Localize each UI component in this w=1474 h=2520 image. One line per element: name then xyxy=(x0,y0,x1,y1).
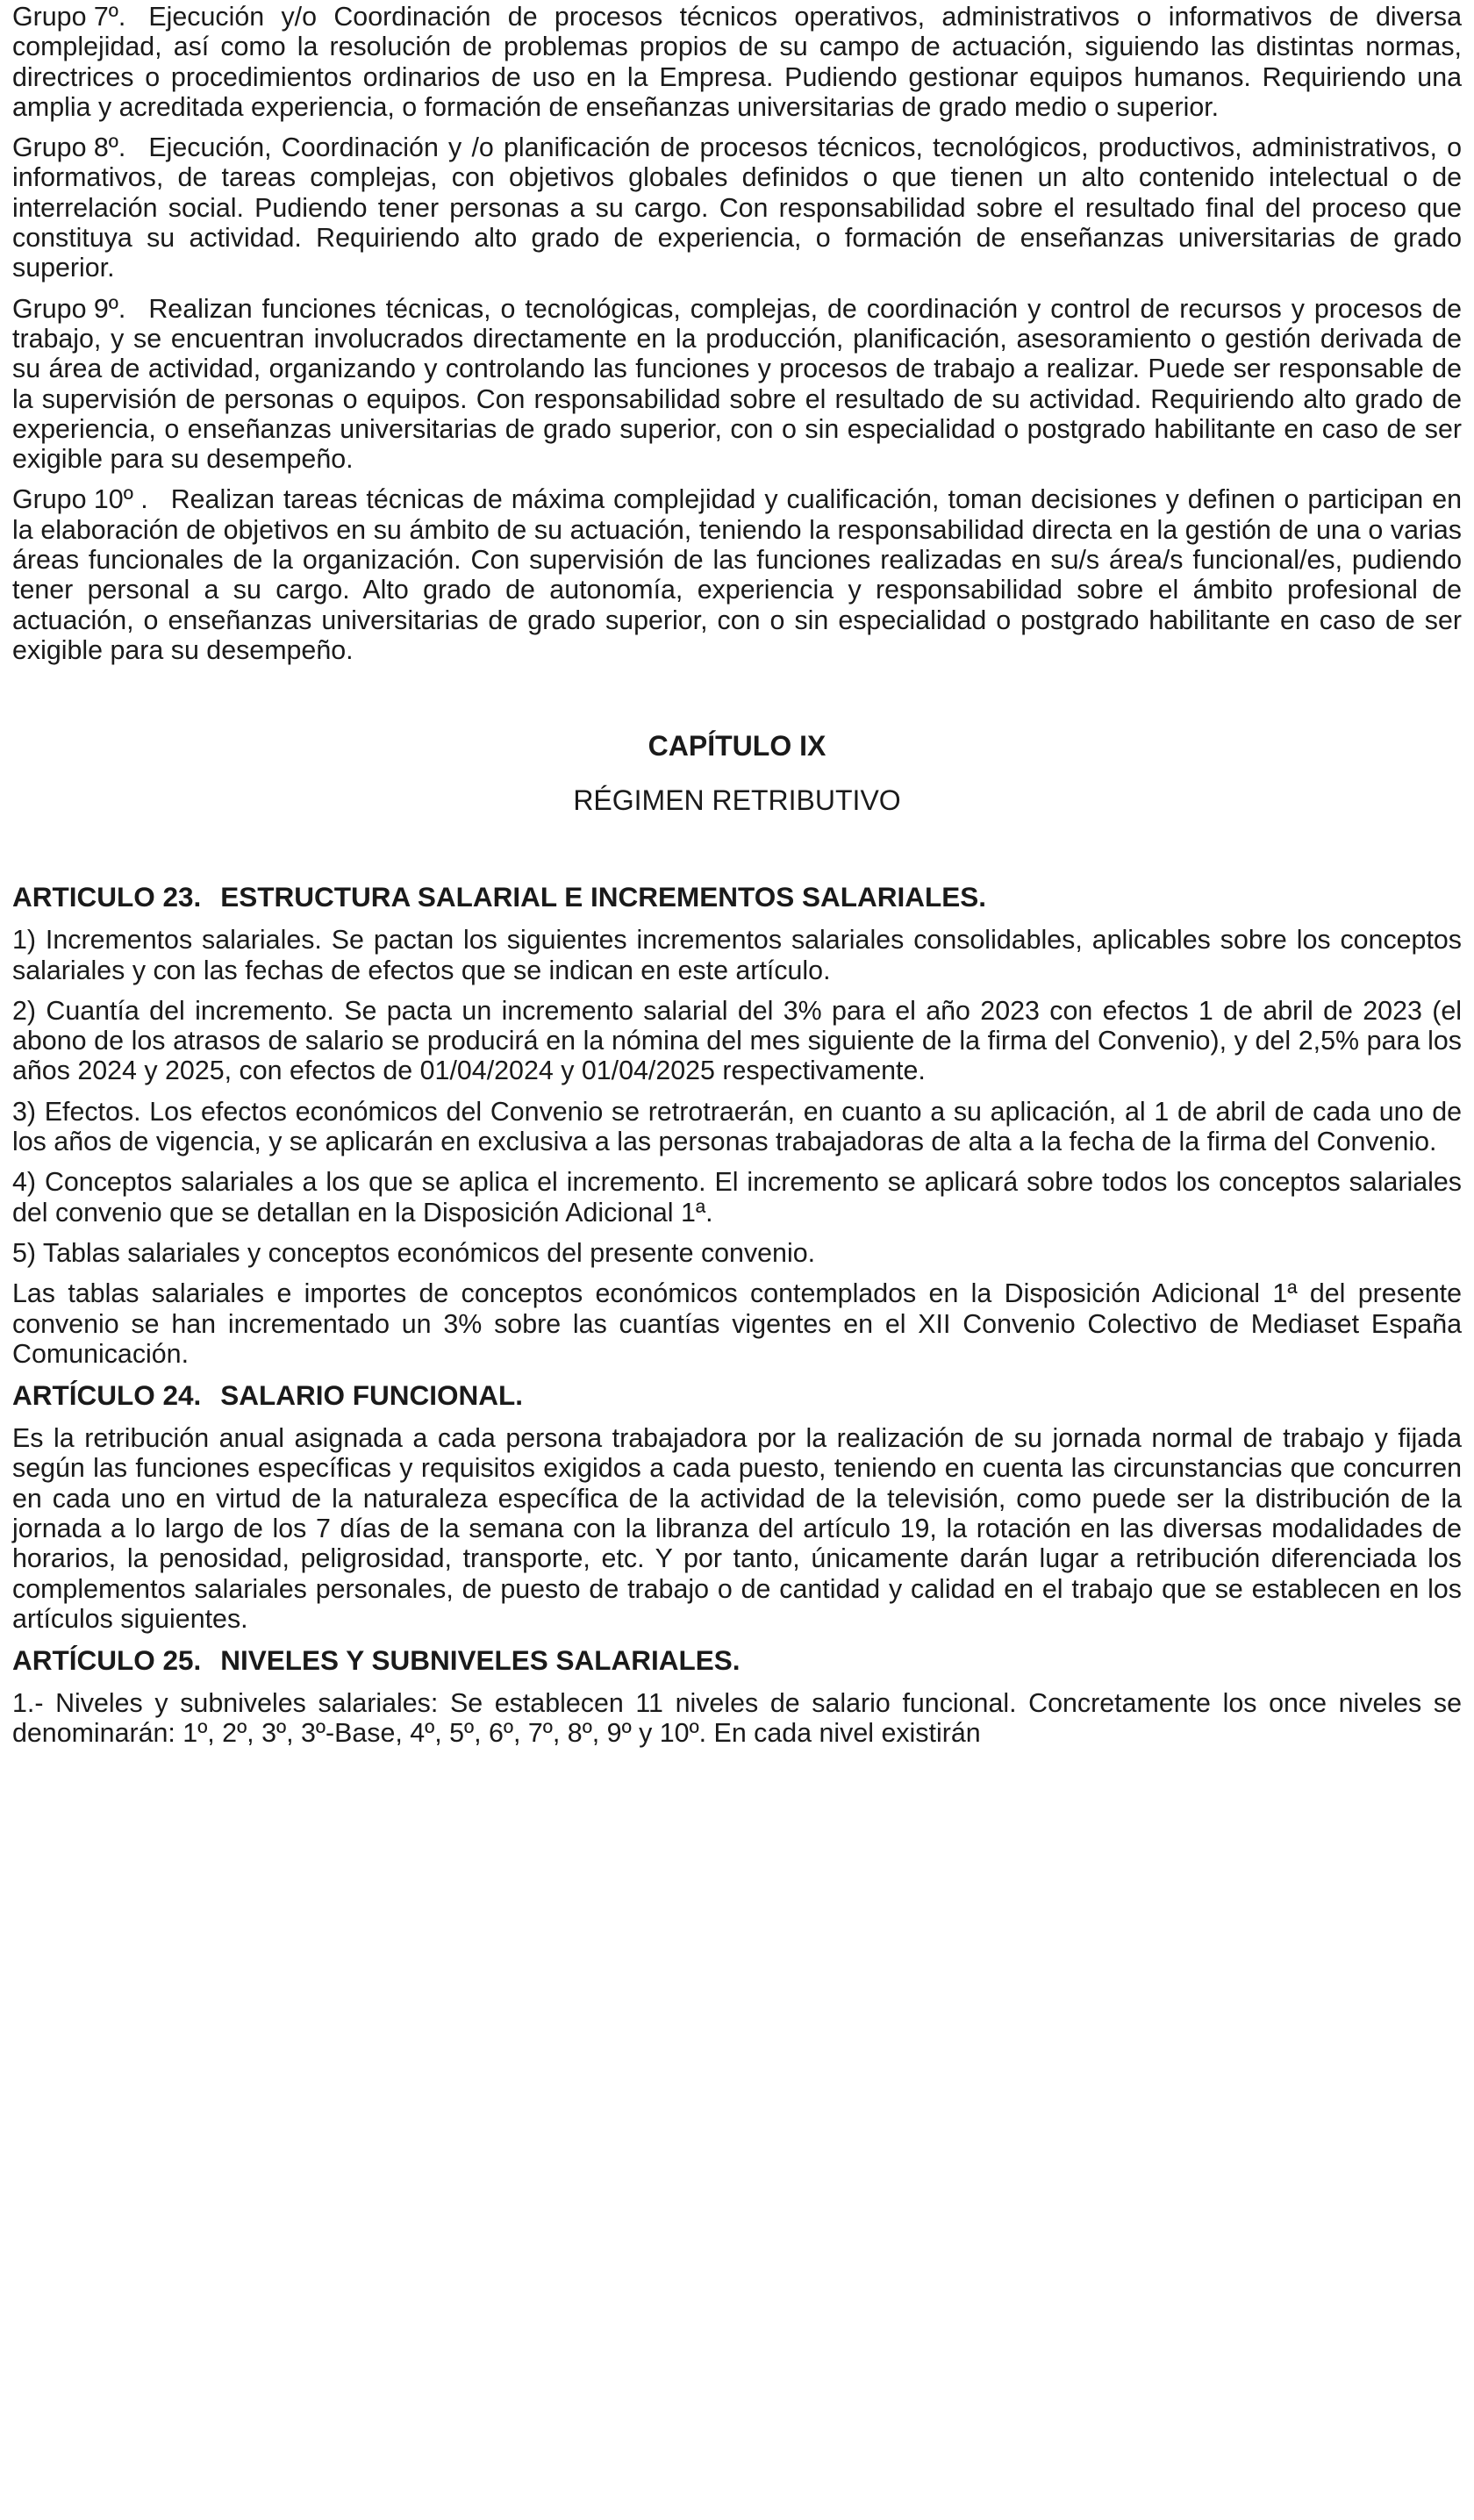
article-23-point-5: 5) Tablas salariales y conceptos económicos del presente convenio. xyxy=(12,1237,816,1268)
chapter-subtitle: RÉGIMEN RETRIBUTIVO xyxy=(573,784,901,817)
grupo-7-text: Ejecución y/o Coordinación de procesos técnicos operativos, administrativos o informativos de diversa complejidad, así como la resolución de problemas propios de su campo de actuación, siguiendo las distintas normas, directrices o procedimientos ordinarios de uso en la Empresa. Pudiendo gestionar equipos humanos. Requiriendo una amplia y acreditada experiencia, o formación de enseñanzas universitarias de grado medio o superior. xyxy=(12,2,1462,122)
article-23-point-1: 1) Incrementos salariales. Se pactan los siguientes incrementos salariales consolidables, aplicables sobre los conceptos salariales y con las fechas de efectos que se indican en este artículo. xyxy=(12,925,1462,985)
article-24-paragraph: Es la retribución anual asignada a cada persona trabajadora por la realización de su jornada normal de trabajo y fijada según las funciones específicas y requisitos exigidos a cada puesto, teniendo en cuenta las circunstancias que concurren en cada uno en virtud de la naturaleza específica de la actividad de la televisión, como puede ser la distribución de la jornada a lo largo de los 7 días de la semana con la libranza del artículo 19, la rotación en las diversas modalidades de horarios, la penosidad, peligrosidad, transporte, etc. Y por tanto, únicamente darán lugar a retribución diferenciada los complementos salariales personales, de puesto de trabajo o de cantidad y calidad en el trabajo que se establecen en los artículos siguientes. xyxy=(12,1423,1462,1634)
article-25-number: ARTÍCULO 25. xyxy=(12,1644,202,1677)
article-23-title: ESTRUCTURA SALARIAL E INCREMENTOS SALARIALES. xyxy=(220,881,986,913)
article-25-paragraph: 1.- Niveles y subniveles salariales: Se establecen 11 niveles de salario funcional. Concretamente los once niveles se denominarán: 1º, 2º, 3º, 3º-Base, 4º, 5º, 6º, 7º, 8º, 9º y 10º. En cada nivel existirán xyxy=(12,1688,1462,1749)
article-23-heading xyxy=(12,881,1462,913)
article-23-point-3: 3) Efectos. Los efectos económicos del Convenio se retrotraerán, en cuanto a su aplicación, al 1 de abril de cada uno de los años de vigencia, y se aplicarán en exclusiva a las personas trabajadoras de alta a la fecha de la firma del Convenio. xyxy=(12,1096,1462,1157)
grupo-7-paragraph xyxy=(12,2,1462,122)
grupo-10-label: Grupo 10º . xyxy=(12,484,148,515)
article-23-point-2: 2) Cuantía del incremento. Se pacta un incremento salarial del 3% para el año 2023 con efectos 1 de abril de 2023 (el abono de los atrasos de salario se producirá en la nómina del mes siguiente de la firma del Convenio), y del 2,5% para los años 2024 y 2025, con efectos de 01/04/2024 y 01/04/2025 respectivamente. xyxy=(12,995,1462,1086)
grupo-9-label: Grupo 9º. xyxy=(12,293,126,324)
article-23-point-4: 4) Conceptos salariales a los que se aplica el incremento. El incremento se aplicará sobre todos los conceptos salariales del convenio que se detallan en la Disposición Adicional 1ª. xyxy=(12,1167,1462,1228)
article-25-title: NIVELES Y SUBNIVELES SALARIALES. xyxy=(220,1644,741,1677)
document-content xyxy=(12,2,1462,1749)
article-23-number: ARTICULO 23. xyxy=(12,881,202,913)
article-24-title: SALARIO FUNCIONAL. xyxy=(220,1379,524,1412)
grupo-7-label: Grupo 7º. xyxy=(12,2,126,32)
grupo-9-paragraph xyxy=(12,294,1462,475)
grupo-10-paragraph xyxy=(12,484,1462,665)
article-24-number: ARTÍCULO 24. xyxy=(12,1379,202,1412)
chapter-title: CAPÍTULO IX xyxy=(648,730,826,762)
grupo-8-label: Grupo 8º. xyxy=(12,132,126,163)
article-25-heading xyxy=(12,1644,1462,1676)
grupo-8-paragraph xyxy=(12,132,1462,283)
grupo-9-text: Realizan funciones técnicas, o tecnológicas, complejas, de coordinación y control de recursos y procesos de trabajo, y se encuentran involucrados directamente en la producción, planificación, asesoramiento o gestión derivada de su área de actividad, organizando y controlando las funciones y procesos de trabajo a realizar. Puede ser responsable de la supervisión de personas o equipos. Con responsabilidad sobre el resultado de su actividad. Requiriendo alto grado de experiencia, o enseñanzas universitarias de grado superior, con o sin especialidad o postgrado habilitante en caso de ser exigible para su desempeño. xyxy=(12,293,1462,475)
article-24-heading xyxy=(12,1379,1462,1411)
grupo-10-text: Realizan tareas técnicas de máxima complejidad y cualificación, toman decisiones y definen o participan en la elaboración de objetivos en su ámbito de su actuación, teniendo la responsabilidad directa en la gestión de una o varias áreas funcionales de la organización. Con supervisión de las funciones realizadas en su/s área/s funcional/es, pudiendo tener personal a su cargo. Alto grado de autonomía, experiencia y responsabilidad sobre el ámbito profesional de actuación, o enseñanzas universitarias de grado superior, con o sin especialidad o postgrado habilitante en caso de ser exigible para su desempeño. xyxy=(12,484,1462,665)
grupo-8-text: Ejecución, Coordinación y /o planificación de procesos técnicos, tecnológicos, productivos, administrativos, o informativos, de tareas complejas, con objetivos globales definidos o que tienen un alto contenido intelectual o de interrelación social. Pudiendo tener personas a su cargo. Con responsabilidad sobre el resultado final del proceso que constituya su actividad. Requiriendo alto grado de experiencia, o formación de enseñanzas universitarias de grado superior. xyxy=(12,132,1462,283)
article-23-tables-paragraph: Las tablas salariales e importes de conceptos económicos contemplados en la Disposición Adicional 1ª del presente convenio se han incrementado un 3% sobre las cuantías vigentes en el XII Convenio Colectivo de Mediaset España Comunicación. xyxy=(12,1278,1462,1369)
